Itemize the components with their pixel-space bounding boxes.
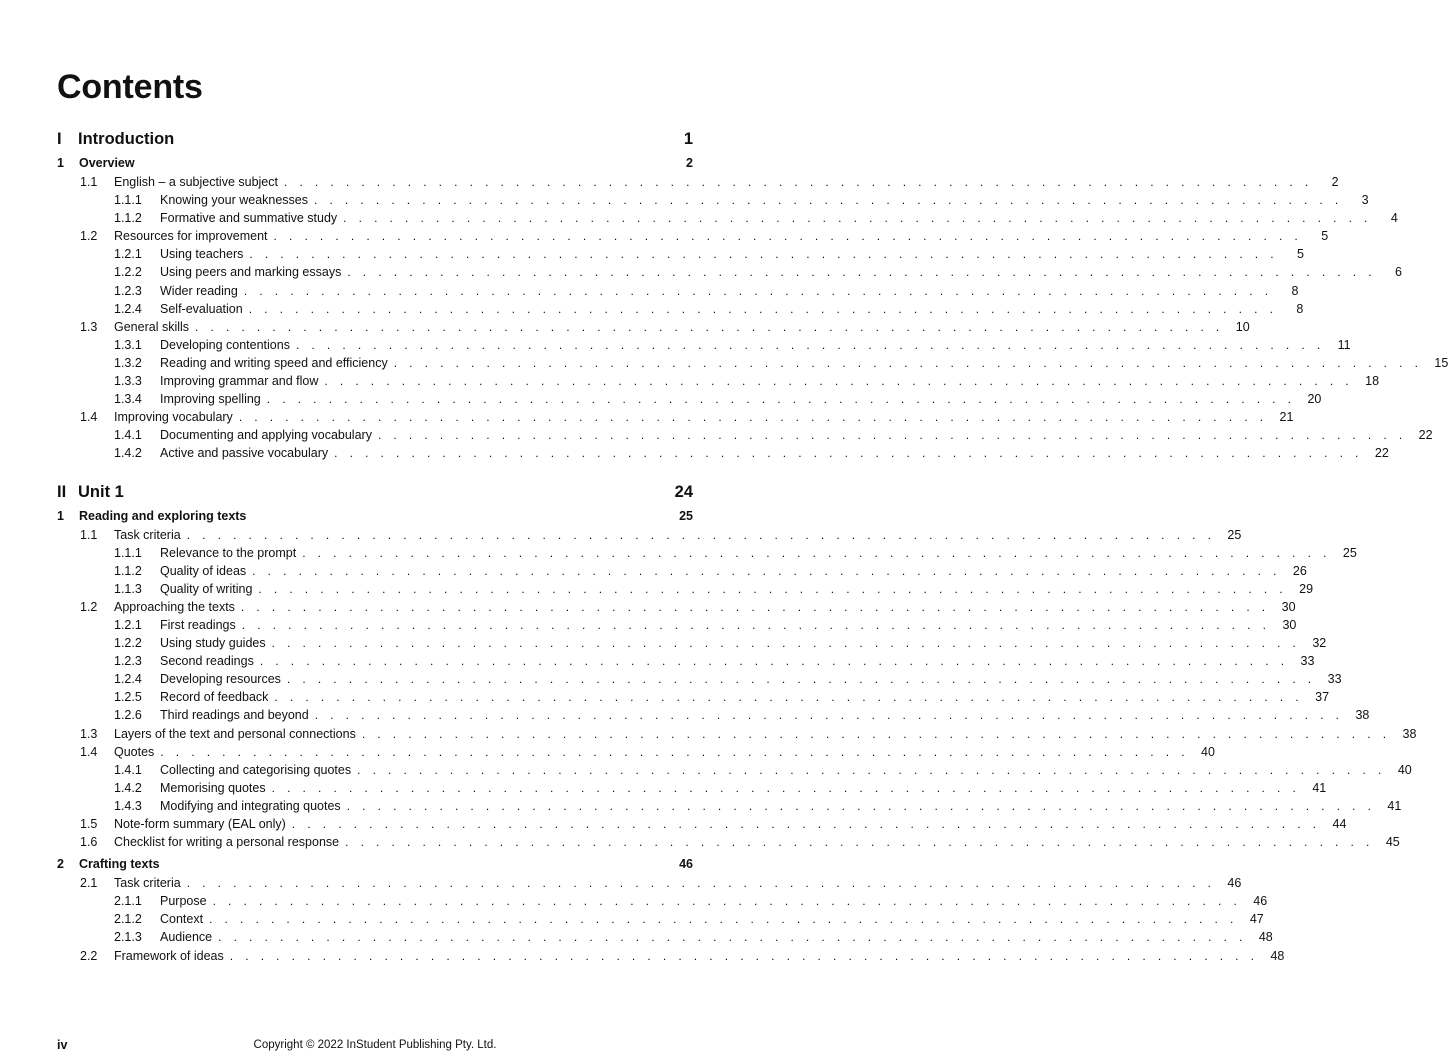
toc-entry-title: Task criteria: [114, 876, 181, 891]
toc-page-number: 30: [1281, 599, 1296, 614]
toc-entry-number: 1.2.3: [114, 654, 142, 669]
toc-entry-number: 2.1.3: [114, 930, 142, 945]
dot-leader: . . . . . . . . . . . . . . . . . . . . . . . . . . . . . . . . . . . . . . . . . . . . . . . . . . . . . . . . . . . . . . . . . . .: [252, 563, 1281, 578]
dot-leader: . . . . . . . . . . . . . . . . . . . . . . . . . . . . . . . . . . . . . . . . . . . . . . . . . . . . . . . . . . . . . . . . . . .: [218, 930, 1247, 945]
toc-page-number: 2: [1331, 175, 1339, 189]
toc-entry-title: Resources for improvement: [114, 229, 268, 244]
toc-entry-number: 1.2.5: [114, 690, 142, 705]
dot-leader: . . . . . . . . . . . . . . . . . . . . . . . . . . . . . . . . . . . . . . . . . . . . . . . . . . . . . . . . . . . . . . . . . . .: [283, 175, 1313, 189]
dot-leader: . . . . . . . . . . . . . . . . . . . . . . . . . . . . . . . . . . . . . . . . . . . . . . . . . . . . . . . . . . . . . . . . . . .: [314, 193, 1343, 208]
toc-entry-title: General skills: [114, 319, 190, 334]
toc-entry-title: English – a subjective subject: [114, 175, 278, 189]
toc-page-number: 32: [1312, 636, 1327, 651]
toc-entry-number: 1.4.1: [114, 428, 142, 443]
toc-entry-number: 1.4.2: [114, 780, 142, 795]
dot-leader: . . . . . . . . . . . . . . . . . . . . . . . . . . . . . . . . . . . . . . . . . . . . . . . . . . . . . . . . . . . . . . . . . . .: [160, 744, 1189, 759]
toc-subsection-entry[interactable]: [57, 708, 1370, 726]
toc-subsection-entry[interactable]: [57, 894, 1268, 912]
toc-entry-title: Reading and writing speed and efficiency: [160, 355, 388, 370]
toc-subsection-entry[interactable]: [57, 247, 1304, 265]
toc-entry-number: 2.1: [80, 876, 98, 891]
toc-part-title: Introduction: [78, 130, 175, 148]
toc-subsection-entry[interactable]: [57, 654, 1315, 672]
toc-entry-number: 2.2: [80, 948, 98, 963]
dot-leader: . . . . . . . . . . . . . . . . . . . . . . . . . . . . . . . . . . . . . . . . . . . . . . . . . . . . . . . . . . . . . . . . . . .: [377, 428, 1407, 443]
toc-subsection-entry[interactable]: [57, 617, 1297, 636]
toc-chapter-number: 2: [57, 857, 64, 872]
toc-section-entry[interactable]: [57, 229, 1329, 247]
toc-page-number: 44: [1332, 817, 1347, 831]
dot-leader: . . . . . . . . . . . . . . . . . . . . . . . . . . . . . . . . . . . . . . . . . . . . . . . . . . . . . . . . . . . . . . . . . . .: [361, 726, 1391, 741]
toc-part-title: Unit 1: [78, 482, 124, 501]
dot-leader: . . . . . . . . . . . . . . . . . . . . . . . . . . . . . . . . . . . . . . . . . . . . . . . . . . . . . . . . . . . . . . . . . . .: [334, 446, 1363, 461]
toc-subsection-entry[interactable]: [57, 283, 1299, 302]
toc-subsection-entry[interactable]: [57, 265, 1402, 283]
toc-entry-title: Memorising quotes: [160, 780, 266, 795]
toc-page-number: 5: [1321, 229, 1329, 244]
toc-entry-number: 1.4.2: [114, 446, 142, 461]
toc-chapter-heading[interactable]: [57, 857, 693, 876]
toc-section-entry[interactable]: [57, 410, 1294, 428]
toc-entry-number: 1.3.2: [114, 355, 142, 370]
toc-section-entry[interactable]: [57, 527, 1242, 546]
toc-subsection-entry[interactable]: [57, 780, 1327, 799]
toc-page-number: 48: [1258, 930, 1273, 945]
toc-entry-number: 1.1.1: [114, 193, 142, 208]
dot-leader: . . . . . . . . . . . . . . . . . . . . . . . . . . . . . . . . . . . . . . . . . . . . . . . . . . . . . . . . . . . . . . . . . . .: [291, 817, 1321, 831]
toc-entry-number: 1.4.3: [114, 798, 142, 813]
toc-entry-number: 2.1.1: [114, 894, 142, 909]
toc-entry-title: Formative and summative study: [160, 211, 338, 226]
toc-entry-number: 1.2.1: [114, 617, 142, 632]
dot-leader: . . . . . . . . . . . . . . . . . . . . . . . . . . . . . . . . . . . . . . . . . . . . . . . . . . . . . . . . . . . . . . . . . . .: [248, 301, 1278, 316]
toc-page-number: 8: [1296, 301, 1304, 316]
toc-page-number: 38: [1402, 726, 1417, 741]
toc-entry-title: Third readings and beyond: [160, 708, 309, 723]
toc-subsection-entry[interactable]: [57, 798, 1402, 817]
dot-leader: . . . . . . . . . . . . . . . . . . . . . . . . . . . . . . . . . . . . . . . . . . . . . . . . . . . . . . . . . . . . . . . . . . .: [346, 798, 1376, 813]
toc-chapter-heading[interactable]: [57, 156, 693, 175]
toc-section-entry[interactable]: [57, 876, 1242, 894]
toc-subsection-entry[interactable]: [57, 428, 1433, 446]
copyright-notice: Copyright © 2022 InStudent Publishing Pty. Ltd.: [253, 1039, 497, 1051]
toc-entry-title: Documenting and applying vocabulary: [160, 428, 372, 443]
toc-entry-title: Using study guides: [160, 636, 266, 651]
dot-leader: . . . . . . . . . . . . . . . . . . . . . . . . . . . . . . . . . . . . . . . . . . . . . . . . . . . . . . . . . . . . . . . . . . .: [186, 527, 1216, 542]
dot-leader: . . . . . . . . . . . . . . . . . . . . . . . . . . . . . . . . . . . . . . . . . . . . . . . . . . . . . . . . . . . . . . . . . . .: [271, 636, 1301, 651]
dot-leader: . . . . . . . . . . . . . . . . . . . . . . . . . . . . . . . . . . . . . . . . . . . . . . . . . . . . . . . . . . . . . . . . . . .: [286, 672, 1316, 687]
dot-leader: . . . . . . . . . . . . . . . . . . . . . . . . . . . . . . . . . . . . . . . . . . . . . . . . . . . . . . . . . . . . . . . . . . .: [302, 545, 1331, 560]
toc-section-entry[interactable]: [57, 319, 1250, 338]
dot-leader: . . . . . . . . . . . . . . . . . . . . . . . . . . . . . . . . . . . . . . . . . . . . . . . . . . . . . . . . . . . . . . . . . . .: [274, 690, 1304, 705]
dot-leader: . . . . . . . . . . . . . . . . . . . . . . . . . . . . . . . . . . . . . . . . . . . . . . . . . . . . . . . . . . . . . . . . . . .: [271, 780, 1301, 795]
toc-subsection-entry[interactable]: [57, 762, 1412, 781]
toc-entry-title: Improving grammar and flow: [160, 374, 319, 389]
toc-entry-title: Quality of writing: [160, 581, 253, 596]
toc-entry-title: Purpose: [160, 894, 207, 909]
toc-part-number: II: [57, 482, 67, 501]
toc-page-number: 46: [1253, 894, 1268, 909]
toc-entry-title: Context: [160, 912, 204, 927]
toc-entry-title: Checklist for writing a personal response: [114, 835, 340, 850]
toc-page-number: 6: [1395, 265, 1402, 280]
toc-page-number: 46: [679, 857, 693, 872]
toc-entry-title: Note-form summary (EAL only): [114, 817, 286, 831]
toc-subsection-entry[interactable]: [57, 563, 1307, 582]
toc-entry-number: 1.2.4: [114, 301, 142, 316]
toc-entry-number: 1.4: [80, 744, 98, 759]
toc-chapter-title: Overview: [79, 156, 135, 170]
dot-leader: . . . . . . . . . . . . . . . . . . . . . . . . . . . . . . . . . . . . . . . . . . . . . . . . . . . . . . . . . . . . . . . . . . .: [314, 708, 1344, 723]
toc-entry-title: Relevance to the prompt: [160, 545, 297, 560]
toc-page-number: 25: [1342, 545, 1357, 560]
dot-leader: . . . . . . . . . . . . . . . . . . . . . . . . . . . . . . . . . . . . . . . . . . . . . . . . . . . . . . . . . . . . . . . . . . .: [324, 374, 1354, 389]
toc-section-entry[interactable]: [57, 599, 1296, 618]
toc-chapter-title: Reading and exploring texts: [79, 508, 247, 523]
toc-chapter-number: 1: [57, 508, 64, 523]
toc-entry-title: Quality of ideas: [160, 563, 247, 578]
toc-subsection-entry[interactable]: [57, 446, 1389, 464]
toc-entry-title: Active and passive vocabulary: [160, 446, 329, 461]
dot-leader: . . . . . . . . . . . . . . . . . . . . . . . . . . . . . . . . . . . . . . . . . . . . . . . . . . . . . . . . . . . . . . . . . . .: [357, 762, 1386, 777]
toc-entry-title: Improving spelling: [160, 392, 261, 407]
toc-subsection-entry[interactable]: [57, 690, 1330, 708]
page-number: iv: [57, 1038, 68, 1052]
dot-leader: . . . . . . . . . . . . . . . . . . . . . . . . . . . . . . . . . . . . . . . . . . . . . . . . . . . . . . . . . . . . . . . . . . .: [238, 410, 1268, 425]
toc-page-number: 25: [1227, 527, 1242, 542]
toc-page-number: 40: [1397, 762, 1412, 777]
toc-entry-title: Knowing your weaknesses: [160, 193, 308, 208]
toc-subsection-entry[interactable]: [57, 211, 1398, 229]
toc-page-number: 47: [1249, 912, 1264, 927]
toc-entry-title: Wider reading: [160, 283, 238, 298]
toc-page-number: 24: [674, 482, 693, 501]
toc-entry-number: 1.5: [80, 817, 98, 831]
toc-entry-title: Layers of the text and personal connections: [114, 726, 356, 741]
toc-section-entry[interactable]: [57, 744, 1215, 763]
toc-entry-number: 1.2.2: [114, 265, 142, 280]
toc-entry-title: Modifying and integrating quotes: [160, 798, 341, 813]
toc-subsection-entry[interactable]: [57, 301, 1304, 320]
toc-section-entry[interactable]: [57, 817, 1347, 835]
toc-entry-title: Quotes: [114, 744, 155, 759]
toc-section-entry[interactable]: [57, 726, 1417, 745]
toc-part-heading[interactable]: [57, 130, 693, 155]
toc-subsection-entry[interactable]: [57, 193, 1369, 211]
toc-part-heading[interactable]: [57, 483, 693, 508]
toc-entry-title: Approaching the texts: [114, 599, 235, 614]
toc-entry-title: Developing contentions: [160, 337, 290, 352]
dot-leader: . . . . . . . . . . . . . . . . . . . . . . . . . . . . . . . . . . . . . . . . . . . . . . . . . . . . . . . . . . . . . . . . . . .: [249, 247, 1278, 262]
toc-entry-number: 2.1.2: [114, 912, 142, 927]
toc-entry-number: 1.1.1: [114, 545, 142, 560]
toc-entry-title: Developing resources: [160, 672, 281, 687]
toc-entry-number: 1.3.1: [114, 337, 142, 352]
toc-page-number: 41: [1387, 798, 1402, 813]
table-of-contents: [57, 130, 1448, 967]
dot-leader: . . . . . . . . . . . . . . . . . . . . . . . . . . . . . . . . . . . . . . . . . . . . . . . . . . . . . . . . . . . . . . . . . . .: [273, 229, 1303, 244]
toc-page-number: 22: [1374, 446, 1389, 461]
toc-page-number: 41: [1312, 780, 1327, 795]
toc-subsection-entry[interactable]: [57, 355, 1448, 374]
toc-entry-title: Audience: [160, 930, 213, 945]
toc-subsection-entry[interactable]: [57, 392, 1322, 410]
toc-subsection-entry[interactable]: [57, 581, 1314, 600]
toc-entry-title: First readings: [160, 617, 236, 632]
toc-section-entry[interactable]: [57, 835, 1400, 853]
toc-entry-number: 1.6: [80, 835, 98, 850]
toc-page-number: 40: [1201, 744, 1215, 759]
dot-leader: . . . . . . . . . . . . . . . . . . . . . . . . . . . . . . . . . . . . . . . . . . . . . . . . . . . . . . . . . . . . . . . . . . .: [343, 211, 1372, 226]
toc-page-number: 46: [1227, 876, 1242, 891]
toc-entry-number: 1.1.3: [114, 581, 142, 596]
toc-entry-title: Improving vocabulary: [114, 410, 233, 425]
page-title: Contents: [57, 68, 203, 106]
toc-page-number: 15: [1434, 355, 1448, 370]
toc-page-number: 8: [1291, 283, 1299, 298]
toc-page-number: 48: [1270, 948, 1285, 963]
toc-entry-title: Framework of ideas: [114, 948, 224, 963]
dot-leader: . . . . . . . . . . . . . . . . . . . . . . . . . . . . . . . . . . . . . . . . . . . . . . . . . . . . . . . . . . . . . . . . . . .: [347, 265, 1376, 280]
toc-page-number: 1: [683, 130, 693, 148]
toc-entry-number: 1.1.2: [114, 563, 142, 578]
dot-leader: . . . . . . . . . . . . . . . . . . . . . . . . . . . . . . . . . . . . . . . . . . . . . . . . . . . . . . . . . . . . . . . . . . .: [229, 948, 1259, 963]
toc-entry-number: 1.2.6: [114, 708, 142, 723]
toc-entry-title: Record of feedback: [160, 690, 269, 705]
toc-page-number: 22: [1418, 428, 1433, 443]
toc-entry-number: 1.3.4: [114, 392, 142, 407]
toc-entry-number: 1.2.3: [114, 283, 142, 298]
toc-page-number: 3: [1361, 193, 1369, 208]
toc-page-number: 33: [1327, 672, 1342, 687]
toc-entry-title: Second readings: [160, 654, 254, 669]
dot-leader: . . . . . . . . . . . . . . . . . . . . . . . . . . . . . . . . . . . . . . . . . . . . . . . . . . . . . . . . . . . . . . . . . . .: [266, 392, 1296, 407]
dot-leader: . . . . . . . . . . . . . . . . . . . . . . . . . . . . . . . . . . . . . . . . . . . . . . . . . . . . . . . . . . . . . . . . . . .: [209, 912, 1238, 927]
toc-section-entry[interactable]: [57, 948, 1285, 967]
dot-leader: . . . . . . . . . . . . . . . . . . . . . . . . . . . . . . . . . . . . . . . . . . . . . . . . . . . . . . . . . . . . . . . . . . .: [393, 355, 1423, 370]
dot-leader: . . . . . . . . . . . . . . . . . . . . . . . . . . . . . . . . . . . . . . . . . . . . . . . . . . . . . . . . . . . . . . . . . . .: [240, 599, 1270, 614]
dot-leader: . . . . . . . . . . . . . . . . . . . . . . . . . . . . . . . . . . . . . . . . . . . . . . . . . . . . . . . . . . . . . . . . . . .: [241, 617, 1271, 632]
toc-page-number: 5: [1297, 247, 1304, 262]
toc-page-number: 11: [1337, 337, 1351, 352]
dot-leader: . . . . . . . . . . . . . . . . . . . . . . . . . . . . . . . . . . . . . . . . . . . . . . . . . . . . . . . . . . . . . . . . . . .: [295, 337, 1325, 352]
dot-leader: . . . . . . . . . . . . . . . . . . . . . . . . . . . . . . . . . . . . . . . . . . . . . . . . . . . . . . . . . . . . . . . . . . .: [259, 654, 1289, 669]
toc-page-number: 4: [1390, 211, 1398, 226]
toc-entry-number: 1.4: [80, 410, 98, 425]
toc-entry-title: Using peers and marking essays: [160, 265, 342, 280]
dot-leader: . . . . . . . . . . . . . . . . . . . . . . . . . . . . . . . . . . . . . . . . . . . . . . . . . . . . . . . . . . . . . . . . . . .: [258, 581, 1288, 596]
toc-page-number: 20: [1307, 392, 1322, 407]
toc-subsection-entry[interactable]: [57, 636, 1327, 654]
toc-page-number: 26: [1292, 563, 1307, 578]
dot-leader: . . . . . . . . . . . . . . . . . . . . . . . . . . . . . . . . . . . . . . . . . . . . . . . . . . . . . . . . . . . . . . . . . . .: [243, 283, 1273, 298]
toc-page-number: 21: [1279, 410, 1294, 425]
toc-section-entry[interactable]: [57, 175, 1339, 193]
toc-entry-number: 1.3: [80, 726, 98, 741]
toc-entry-title: Task criteria: [114, 527, 181, 542]
toc-page-number: 33: [1300, 654, 1315, 669]
toc-page-number: 25: [679, 508, 693, 523]
toc-entry-number: 1.2: [80, 599, 98, 614]
toc-page-number: 38: [1355, 708, 1370, 723]
toc-entry-number: 1.2.1: [114, 247, 142, 262]
toc-page-number: 45: [1385, 835, 1400, 850]
dot-leader: . . . . . . . . . . . . . . . . . . . . . . . . . . . . . . . . . . . . . . . . . . . . . . . . . . . . . . . . . . . . . . . . . . .: [195, 319, 1224, 334]
toc-entry-number: 1.1.2: [114, 211, 142, 226]
toc-subsection-entry[interactable]: [57, 545, 1357, 564]
toc-entry-number: 1.2: [80, 229, 98, 244]
toc-subsection-entry[interactable]: [57, 912, 1264, 930]
toc-entry-number: 1.1: [80, 175, 98, 189]
toc-entry-title: Using teachers: [160, 247, 244, 262]
toc-subsection-entry[interactable]: [57, 374, 1380, 392]
toc-subsection-entry[interactable]: [57, 672, 1342, 690]
toc-entry-number: 1.2.2: [114, 636, 142, 651]
toc-chapter-number: 1: [57, 156, 64, 170]
toc-entry-number: 1.2.4: [114, 672, 142, 687]
toc-page-number: 29: [1299, 581, 1314, 596]
toc-chapter-heading[interactable]: [57, 509, 693, 528]
toc-entry-title: Collecting and categorising quotes: [160, 762, 352, 777]
toc-entry-number: 1.3: [80, 319, 98, 334]
dot-leader: . . . . . . . . . . . . . . . . . . . . . . . . . . . . . . . . . . . . . . . . . . . . . . . . . . . . . . . . . . . . . . . . . . .: [212, 894, 1242, 909]
toc-page-number: 2: [686, 156, 693, 170]
dot-leader: . . . . . . . . . . . . . . . . . . . . . . . . . . . . . . . . . . . . . . . . . . . . . . . . . . . . . . . . . . . . . . . . . . .: [186, 876, 1216, 891]
toc-entry-number: 1.3.3: [114, 374, 142, 389]
toc-page-number: 18: [1365, 374, 1380, 389]
toc-subsection-entry[interactable]: [57, 337, 1351, 356]
toc-entry-title: Self-evaluation: [160, 301, 243, 316]
toc-page-number: 10: [1235, 319, 1250, 334]
toc-chapter-title: Crafting texts: [79, 857, 160, 872]
dot-leader: . . . . . . . . . . . . . . . . . . . . . . . . . . . . . . . . . . . . . . . . . . . . . . . . . . . . . . . . . . . . . . . . . . .: [345, 835, 1374, 850]
toc-page-number: 37: [1315, 690, 1330, 705]
toc-entry-number: 1.1: [80, 527, 98, 542]
toc-entry-number: 1.4.1: [114, 762, 142, 777]
toc-page-number: 30: [1282, 617, 1297, 632]
toc-part-number: I: [57, 130, 62, 148]
toc-subsection-entry[interactable]: [57, 930, 1273, 948]
